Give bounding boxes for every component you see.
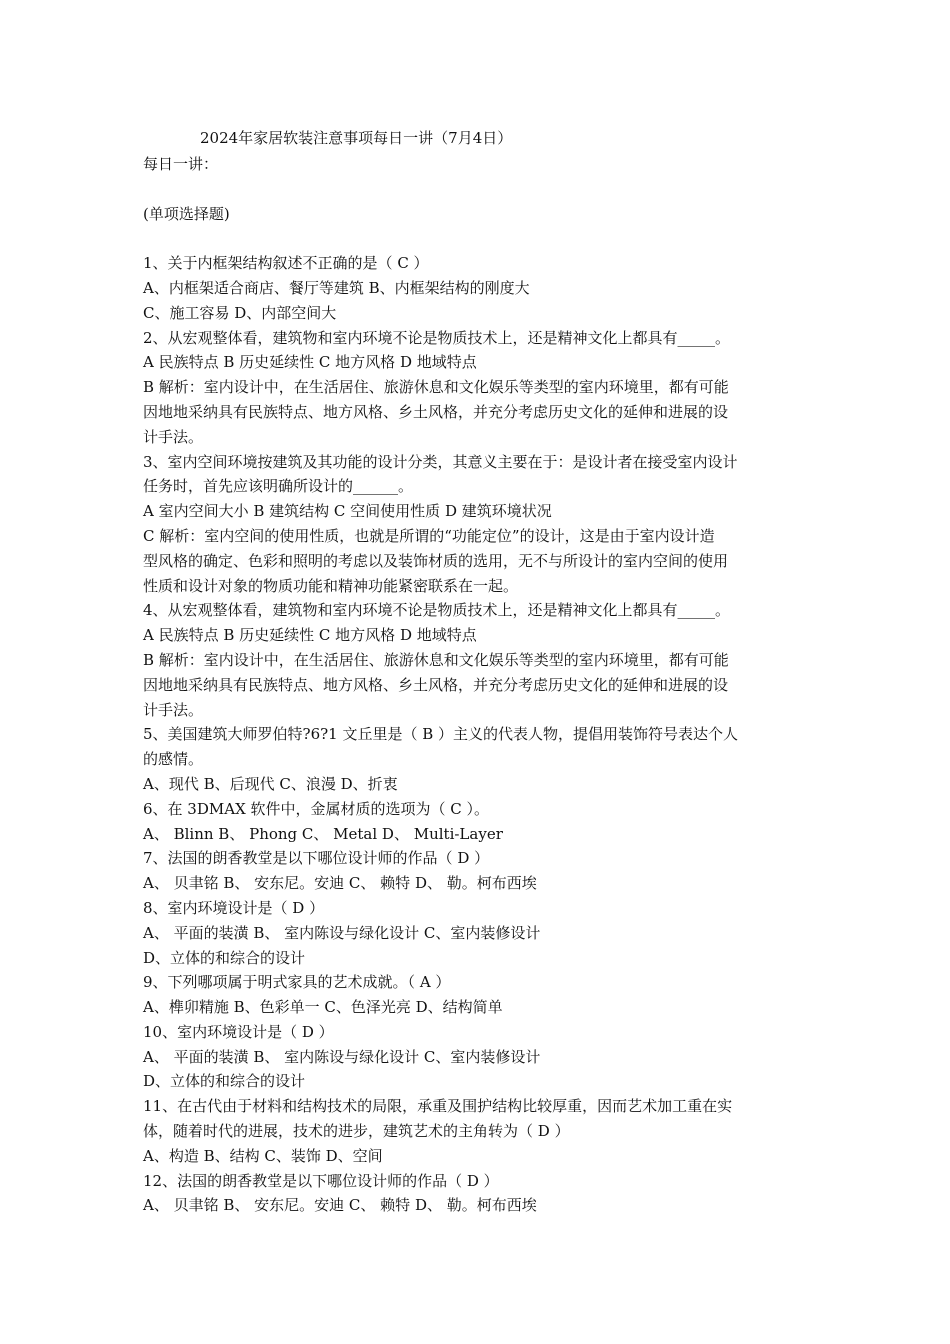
text-line: A 室内空间大小 B 建筑结构 C 空间使用性质 D 建筑环境状况 [143, 502, 552, 521]
text-line: A、 贝聿铭 B、 安东尼。安迪 C、 赖特 D、 勒。柯布西埃 [143, 1196, 537, 1215]
text-line: 2、从宏观整体看，建筑物和室内环境不论是物质技术上，还是精神文化上都具有_____。 [143, 328, 731, 347]
text-line: C、施工容易 D、内部空间大 [143, 303, 337, 322]
text-line: 11、在古代由于材料和结构技术的局限，承重及围护结构比较厚重，因而艺术加工重在实 [143, 1097, 733, 1116]
text-line: A、 平面的装潢 B、 室内陈设与绿化设计 C、室内装修设计 [143, 1047, 541, 1066]
text-line [143, 226, 811, 251]
text-line: A、 平面的装潢 B、 室内陈设与绿化设计 C、室内装修设计 [143, 923, 541, 942]
document-title: 2024年家居软装注意事项每日一讲（7月4日） [200, 129, 513, 147]
text-line: A、构造 B、结构 C、装饰 D、空间 [143, 1146, 383, 1165]
text-line: 因地地采纳具有民族特点、地方风格、乡土风格，并充分考虑历史文化的延伸和进展的设 [143, 675, 729, 694]
text-line: 4、从宏观整体看，建筑物和室内环境不论是物质技术上，还是精神文化上都具有_____。 [143, 601, 731, 620]
text-line: A 民族特点 B 历史延续性 C 地方风格 D 地域特点 [143, 626, 477, 645]
text-line: 任务时，首先应该明确所设计的______。 [143, 477, 414, 496]
text-line: A、现代 B、后现代 C、浪漫 D、折衷 [143, 774, 398, 793]
text-line: C 解析：室内空间的使用性质，也就是所谓的“功能定位”的设计，这是由于室内设计造 [143, 526, 715, 545]
text-line: 3、室内空间环境按建筑及其功能的设计分类，其意义主要在于：是设计者在接受室内设计 [143, 452, 738, 471]
text-line: A、榫卯精施 B、色彩单一 C、色泽光亮 D、结构简单 [143, 998, 503, 1017]
text-line: 因地地采纳具有民族特点、地方风格、乡土风格，并充分考虑历史文化的延伸和进展的设 [143, 402, 729, 421]
text-line: 7、法国的朗香教堂是以下哪位设计师的作品（ D ） [143, 849, 490, 868]
text-line: B 解析：室内设计中，在生活居住、旅游休息和文化娱乐等类型的室内环境里，都有可能 [143, 378, 729, 397]
text-line: A、内框架适合商店、餐厅等建筑 B、内框架结构的刚度大 [143, 278, 530, 297]
text-line [143, 177, 811, 202]
text-line: D、立体的和综合的设计 [143, 1072, 306, 1091]
document-body [143, 152, 811, 1218]
text-line: A 民族特点 B 历史延续性 C 地方风格 D 地域特点 [143, 353, 477, 372]
text-line: A、 贝聿铭 B、 安东尼。安迪 C、 赖特 D、 勒。柯布西埃 [143, 874, 537, 893]
text-line: 计手法。 [143, 427, 204, 446]
text-line: 9、下列哪项属于明式家具的艺术成就。（ A ） [143, 973, 451, 992]
text-line: (单项选择题) [143, 204, 230, 223]
text-line: B 解析：室内设计中，在生活居住、旅游休息和文化娱乐等类型的室内环境里，都有可能 [143, 650, 729, 669]
text-line: 6、在 3DMAX 软件中，金属材质的选项为（ C ）。 [143, 799, 490, 818]
text-line: 5、美国建筑大师罗伯特?6?1 文丘里是（ B ）主义的代表人物，提倡用装饰符号表达个人 [143, 725, 739, 744]
text-line: 的感情。 [143, 750, 204, 769]
text-line: 性质和设计对象的物质功能和精神功能紧密联系在一起。 [143, 576, 519, 595]
text-line: D、立体的和综合的设计 [143, 948, 306, 967]
text-line: 1、关于内框架结构叙述不正确的是（ C ） [143, 254, 429, 273]
text-line: 每日一讲： [143, 155, 219, 173]
text-line: 8、室内环境设计是（ D ） [143, 898, 325, 917]
text-line: 12、法国的朗香教堂是以下哪位设计师的作品（ D ） [143, 1171, 499, 1190]
text-line: 体，随着时代的进展，技术的进步，建筑艺术的主角转为（ D ） [143, 1122, 570, 1141]
text-line: 型风格的确定、色彩和照明的考虑以及装饰材质的选用，无不与所设计的室内空间的使用 [143, 551, 729, 570]
text-line: 计手法。 [143, 700, 204, 719]
text-line: 10、室内环境设计是（ D ） [143, 1022, 334, 1041]
text-line: A、 Blinn B、 Phong C、 Metal D、 Multi-Layer [143, 824, 503, 843]
